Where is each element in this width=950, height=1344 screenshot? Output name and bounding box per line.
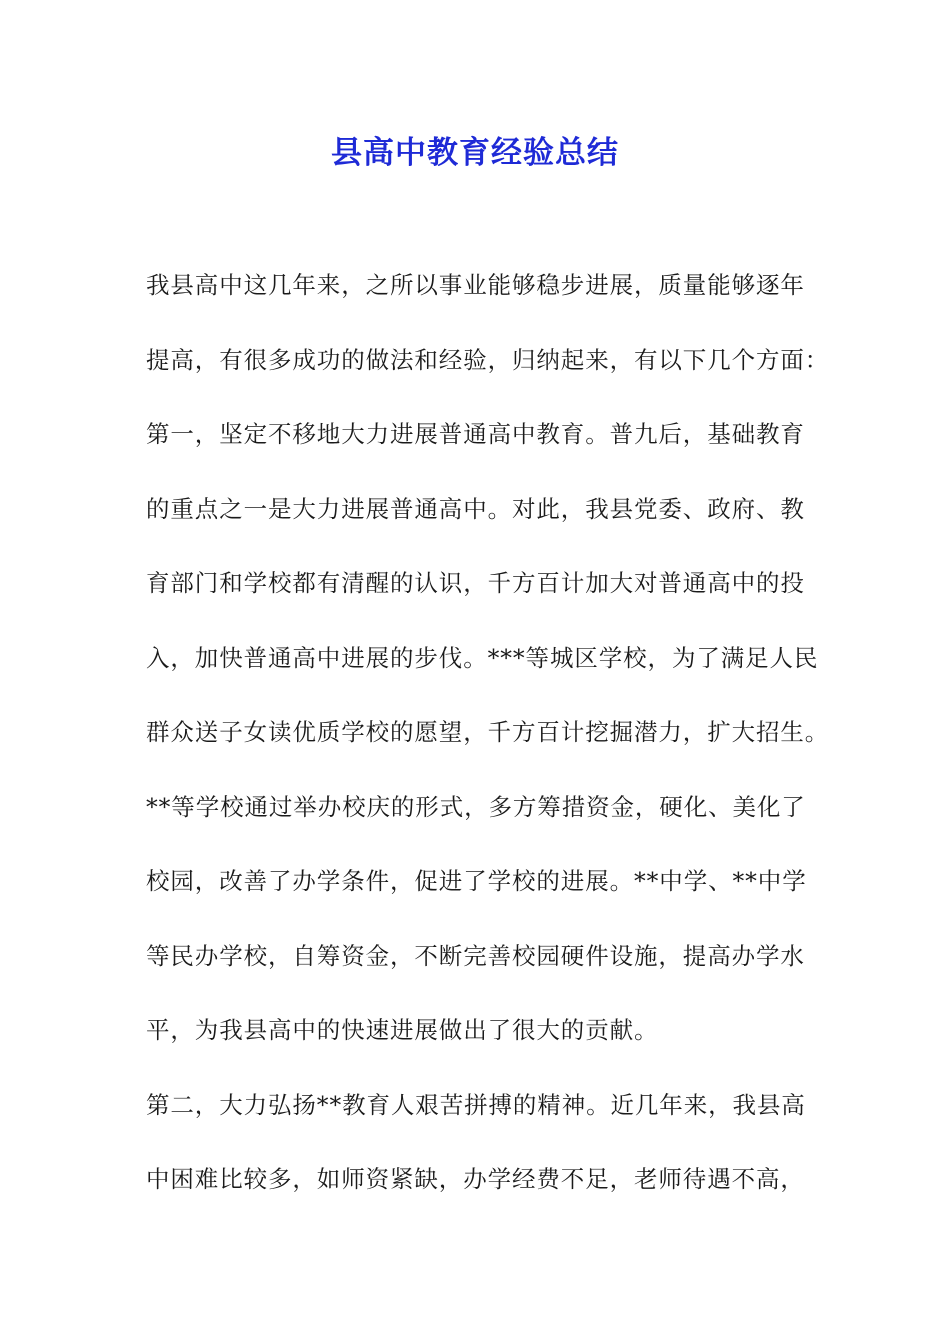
text-line: 校园，改善了办学条件，促进了学校的进展。**中学、**中学 (146, 867, 807, 895)
document-body (146, 262, 836, 1231)
text-line: 提高，有很多成功的做法和经验，归纳起来，有以下几个方面： (146, 345, 830, 374)
text-line: 育部门和学校都有清醒的认识，千方百计加大对普通高中的投 (146, 569, 805, 597)
text-line: 平，为我县高中的快速进展做出了很大的贡献。 (146, 1016, 659, 1044)
text-line: 第二，大力弘扬**教育人艰苦拼搏的精神。近几年来，我县高 (146, 1090, 806, 1119)
text-line: 我县高中这几年来，之所以事业能够稳步进展，质量能够逐年 (146, 271, 805, 299)
text-line: 入，加快普通高中进展的步伐。***等城区学校，为了满足人民 (146, 643, 819, 672)
text-line: 等民办学校，自筹资金，不断完善校园硬件设施，提高办学水 (146, 941, 805, 970)
text-line: **等学校通过举办校庆的形式，多方筹措资金，硬化、美化了 (146, 792, 806, 821)
text-line: 群众送子女读优质学校的愿望，千方百计挖掘潜力，扩大招生。 (146, 718, 830, 746)
text-line: 的重点之一是大力进展普通高中。对此，我县党委、政府、教 (146, 494, 805, 523)
text-line: 中困难比较多，如师资紧缺，办学经费不足，老师待遇不高， (146, 1165, 805, 1193)
text-line: 第一，坚定不移地大力进展普通高中教育。普九后，基础教育 (146, 420, 805, 448)
document-title: 县高中教育经验总结 (331, 135, 619, 171)
